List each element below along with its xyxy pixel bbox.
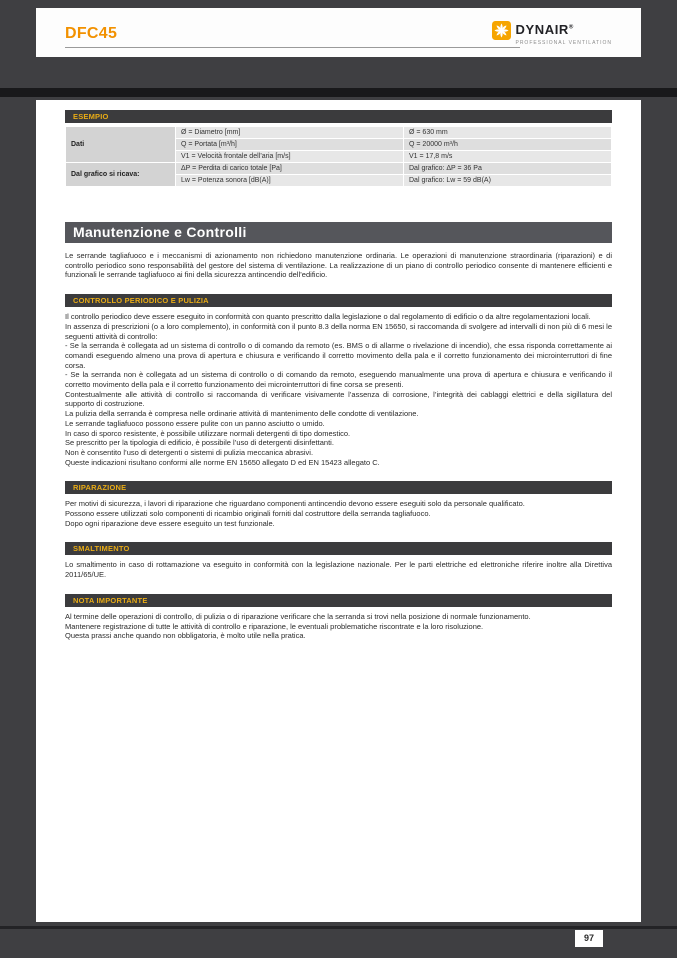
example-table bbox=[65, 126, 612, 187]
example-value: Q = 20000 m³/h bbox=[404, 139, 612, 151]
example-group-label: Dal grafico si ricava: bbox=[66, 163, 176, 187]
paragraph: Al termine delle operazioni di controllo, di pulizia o di riparazione verificare che la serranda si trovi nella posizione di normale funzionamento. bbox=[65, 611, 531, 621]
paragraph: Dopo ogni riparazione deve essere eseguito un test funzionale. bbox=[65, 518, 275, 528]
section-body bbox=[65, 499, 612, 528]
example-formula: Q = Portata [m³/h] bbox=[176, 139, 404, 151]
paragraph: Le serrande tagliafuoco possono essere pulite con un panno asciutto o umido. bbox=[65, 418, 325, 428]
paragraph: Per motivi di sicurezza, i lavori di riparazione che riguardano componenti antincendio devono essere eseguiti solo da personale qualificato. bbox=[65, 499, 525, 509]
example-header-bar bbox=[65, 110, 612, 123]
header-band bbox=[36, 8, 641, 57]
example-title: ESEMPIO bbox=[73, 112, 109, 121]
example-formula: ΔP = Perdita di carico totale [Pa] bbox=[176, 163, 404, 175]
paragraph: - Se la serranda non è collegata ad un sistema di controllo o di comando da remoto, eseguendo manualmente una prova di apertura e chiusura e verificando il corretto movimento della pala e il corretto funzionamento dei microinterruttori di fine corsa se presenti. bbox=[65, 370, 612, 390]
intro-paragraph: Le serrande tagliafuoco e i meccanismi di azionamento non richiedono manutenzione ordinaria. Le operazioni di manutenzione straordinaria (riparazioni) e di controllo periodico sono responsabilità del gestore del sistema di ventilazione. La realizzazione di un piano di controllo periodico consente di mantenere efficienti e funzionali le serrande tagliafuoco ai fini della sicurezza antincendio dell’edificio. bbox=[65, 251, 612, 280]
paragraph: Il controllo periodico deve essere eseguito in conformità con quanto prescritto dalla legislazione o dal regolamento di edificio o da altre regolamentazioni locali. bbox=[65, 312, 591, 322]
section-heading: RIPARAZIONE bbox=[73, 483, 127, 493]
page-title: Manutenzione e Controlli bbox=[65, 222, 612, 243]
separator-stripe bbox=[0, 88, 677, 97]
paragraph: Possono essere utilizzati solo componenti di ricambio originali forniti dal costruttore della serranda tagliafuoco. bbox=[65, 509, 431, 519]
section-riparazione bbox=[65, 481, 612, 528]
header-rule bbox=[65, 47, 520, 48]
paragraph: Mantenere registrazione di tutte le attività di controllo e riparazione, le eventuali problematiche riscontrate e la loro risoluzione. bbox=[65, 621, 484, 631]
paragraph: La pulizia della serranda è compresa nelle ordinarie attività di mantenimento delle condotte di ventilazione. bbox=[65, 409, 419, 419]
registered-mark: ® bbox=[568, 25, 574, 31]
fan-logo-icon bbox=[492, 21, 511, 40]
example-value: Ø = 630 mm bbox=[404, 127, 612, 139]
section-heading: CONTROLLO PERIODICO E PULIZIA bbox=[73, 296, 209, 306]
dynair-logo-text bbox=[515, 21, 612, 46]
paragraph: Contestualmente alle attività di controllo si raccomanda di verificare visivamente l’assenza di corrosione, l’integrità dei cablaggi elettrici e della sigillatura del supporto di costruzione. bbox=[65, 389, 612, 409]
example-formula: Ø = Diametro [mm] bbox=[176, 127, 404, 139]
example-formula: V1 = Velocità frontale dell’aria [m/s] bbox=[176, 151, 404, 163]
page-number-box bbox=[575, 930, 603, 947]
section-body bbox=[65, 312, 612, 467]
section-header-bar bbox=[65, 294, 612, 307]
section-heading: NOTA IMPORTANTE bbox=[73, 595, 148, 605]
dynair-tagline: PROFESSIONAL VENTILATION bbox=[515, 40, 612, 47]
section-nota-importante bbox=[65, 594, 612, 641]
paragraph: Queste indicazioni risultano conformi alle norme EN 15650 allegato D ed EN 15423 allegato C. bbox=[65, 457, 380, 467]
content-panel bbox=[36, 100, 641, 922]
paragraph: Questa prassi anche quando non obbligatoria, è molto utile nella pratica. bbox=[65, 631, 306, 641]
example-formula: Lw = Potenza sonora [dB(A)] bbox=[176, 175, 404, 187]
table-row bbox=[66, 127, 612, 139]
footer-stripe bbox=[0, 926, 677, 929]
section-body bbox=[65, 560, 612, 579]
section-body bbox=[65, 612, 612, 641]
paragraph: Lo smaltimento in caso di rottamazione va eseguito in conformità con la legislazione nazionale. Per le parti elettriche ed elettroniche riferire inoltre alla Direttiva 2011/65/UE. bbox=[65, 560, 612, 580]
paragraph: Se prescritto per la tipologia di edificio, è possibile l’uso di detergenti disinfettanti. bbox=[65, 438, 334, 448]
example-value: Dal grafico: Lw = 59 dB(A) bbox=[404, 175, 612, 187]
example-value: Dal grafico: ΔP = 36 Pa bbox=[404, 163, 612, 175]
paragraph: Non è consentito l’uso di detergenti o sistemi di pulizia meccanica abrasivi. bbox=[65, 447, 314, 457]
section-controllo-periodico-e-pulizia bbox=[65, 294, 612, 467]
paragraph: In assenza di prescrizioni (o a loro complemento), in conformità con il punto 8.3 della norma EN 15650, si raccomanda di svolgere ad intervalli di non più di 6 mesi le seguenti attività di controllo: bbox=[65, 321, 612, 341]
dynair-brand: DYNAIR® bbox=[515, 22, 574, 38]
section-header-bar bbox=[65, 594, 612, 607]
section-header-bar bbox=[65, 542, 612, 555]
product-title: DFC45 bbox=[65, 25, 118, 42]
paragraph: - Se la serranda è collegata ad un sistema di controllo o di comando da remoto (es. BMS o di allarme o rivelazione di incendio), che essa risponda correttamente ai comandi eseguendo almeno una prova di apertura e chiusura e verificando il corretto movimento della pala e il corretto funzionamento dei microinterruttori di fine corsa. bbox=[65, 341, 612, 370]
section-header-bar bbox=[65, 481, 612, 494]
paragraph: In caso di sporco resistente, è possibile utilizzare normali detergenti di tipo domestico. bbox=[65, 428, 351, 438]
example-value: V1 = 17,8 m/s bbox=[404, 151, 612, 163]
dynair-logo bbox=[492, 21, 612, 46]
section-smaltimento bbox=[65, 542, 612, 579]
table-row bbox=[66, 163, 612, 175]
page-number: 97 bbox=[583, 933, 594, 943]
section-heading: SMALTIMENTO bbox=[73, 544, 130, 554]
example-group-label: Dati bbox=[66, 127, 176, 163]
